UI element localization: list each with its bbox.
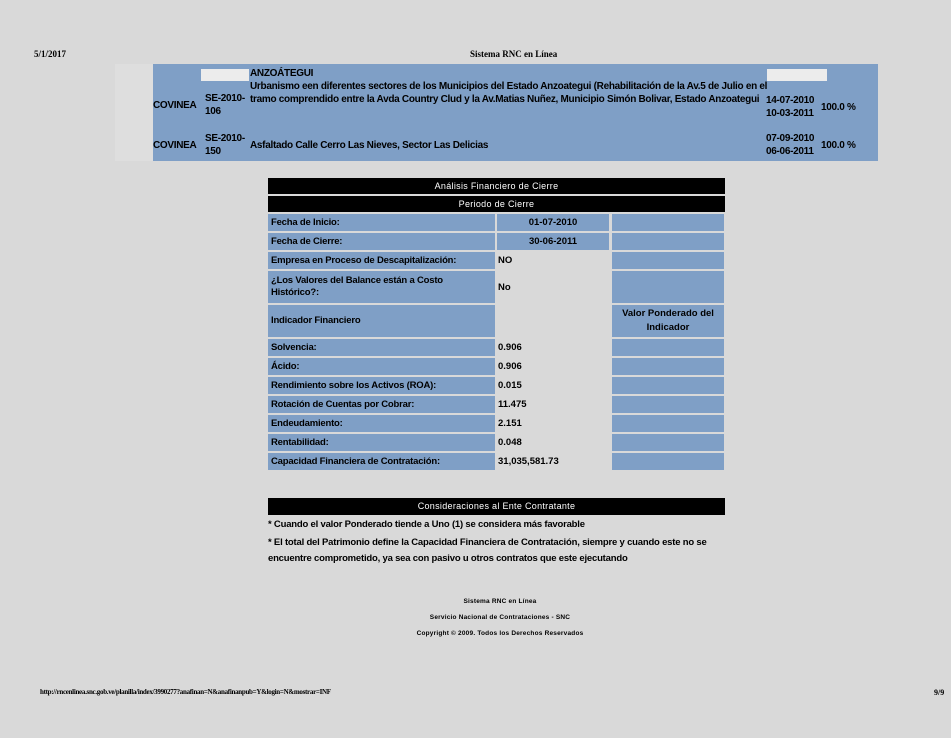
contract-description: Asfaltado Calle Cerro Las Nieves, Sector Las Delicias: [250, 140, 489, 151]
indicator-value: 0.906: [498, 361, 522, 372]
consideration-note: * El total del Patrimonio define la Capacidad Financiera de Contratación, siempre y cuando este no se encuentre comprometido, ya sea con pasivo u otros contratos que este ejecutando: [268, 537, 707, 564]
contract-percent: 100.0 %: [821, 102, 856, 113]
contracts-table: [115, 64, 878, 161]
ponderado-cell: [612, 271, 724, 303]
footer-service-name: Servicio Nacional de Contrataciones - SNC: [429, 614, 571, 621]
fecha-cierre-value: 30-06-2011: [497, 233, 609, 250]
contract-code: SE-2010-150: [205, 133, 245, 157]
ponderado-cell: [612, 358, 724, 375]
consideration-note: * Cuando el valor Ponderado tiende a Uno (1) se considera más favorable: [268, 519, 585, 530]
fecha-inicio-value: 01-07-2010: [497, 214, 609, 231]
contract-description: Urbanismo een diferentes sectores de los Municipios del Estado Anzoategui (Rehabilitación de la Av.5 de Julio en el tramo comprendido entre la Avda Country Clud y la Av.Matias Nuñez, Municipio Simón Bolivar, Estado Anzoategui: [250, 81, 768, 105]
indicator-row: [268, 339, 725, 356]
ponderado-cell: [612, 396, 724, 413]
ponderado-cell: [612, 415, 724, 432]
print-url: http://rncenlinea.snc.gob.ve/planilla/index/3990277?anafinan=N&anafinanpub=Y&login=N&mostrar=INF: [40, 688, 331, 696]
costo-historico-value: No: [498, 281, 511, 293]
costo-historico-label: ¿Los Valores del Balance están a Costo Histórico?:: [268, 271, 495, 303]
indicator-row: [268, 434, 725, 451]
indicator-label: Rendimiento sobre los Activos (ROA):: [268, 377, 495, 394]
ponderado-cell: [612, 453, 724, 470]
page-footer: [268, 594, 732, 642]
contract-ente: COVINEA: [153, 100, 197, 111]
costo-historico-row: [268, 271, 725, 303]
considerations-section: [268, 498, 725, 567]
period-title: Periodo de Cierre: [268, 196, 725, 212]
indicator-row: [268, 453, 725, 470]
considerations-title: Consideraciones al Ente Contratante: [268, 498, 725, 515]
indicator-value: 2.151: [498, 418, 522, 429]
indicator-row: [268, 377, 725, 394]
table-row: [153, 132, 878, 160]
indicator-value: 11.475: [498, 399, 527, 410]
financial-title: Análisis Financiero de Cierre: [268, 178, 725, 194]
indicator-value: 0.015: [498, 380, 522, 391]
contract-dates: 14-07-2010 10-03-2011: [766, 95, 815, 119]
financial-analysis-table: [268, 178, 725, 472]
print-title: Sistema RNC en Línea: [470, 49, 558, 59]
indicador-header: Indicador Financiero: [268, 305, 495, 337]
indicator-label: Rotación de Cuentas por Cobrar:: [268, 396, 495, 413]
ponderado-cell: [612, 252, 724, 269]
state-label: ANZOÁTEGUI: [250, 68, 314, 79]
indicator-label: Capacidad Financiera de Contratación:: [268, 453, 495, 470]
print-date: 5/1/2017: [34, 49, 67, 59]
ponderado-header: Valor Ponderado del Indicador: [612, 305, 724, 337]
contract-percent: 100.0 %: [821, 140, 856, 151]
indicator-label: Endeudamiento:: [268, 415, 495, 432]
contracts-ghost-column: [115, 64, 154, 161]
fecha-inicio-row: [268, 214, 725, 231]
indicator-row: [268, 358, 725, 375]
print-page-number: 9/9: [934, 688, 945, 697]
footer-copyright: Copyright © 2009. Todos los Derechos Reservados: [416, 630, 584, 637]
fecha-cierre-label: Fecha de Cierre:: [268, 233, 495, 250]
indicator-value: 0.048: [498, 437, 522, 448]
ponderado-cell: [612, 377, 724, 394]
indicator-label: Ácido:: [268, 358, 495, 375]
descapitalizacion-label: Empresa en Proceso de Descapitalización:: [268, 252, 495, 269]
ponderado-cell: [612, 434, 724, 451]
indicator-row: [268, 415, 725, 432]
indicator-label: Rentabilidad:: [268, 434, 495, 451]
indicator-row: [268, 396, 725, 413]
fecha-cierre-row: [268, 233, 725, 250]
ponderado-cell: [612, 214, 724, 231]
ponderado-cell: [612, 233, 724, 250]
indicator-header-row: [268, 305, 725, 337]
indicator-value: 31,035,581.73: [498, 456, 559, 467]
table-row: [153, 80, 878, 132]
contract-dates: 07-09-2010 06-06-2011: [766, 133, 815, 157]
fecha-inicio-label: Fecha de Inicio:: [268, 214, 495, 231]
ponderado-cell: [612, 339, 724, 356]
contract-code: SE-2010-106: [205, 93, 245, 117]
indicator-label: Solvencia:: [268, 339, 495, 356]
descapitalizacion-value: NO: [498, 255, 513, 266]
contract-ente: COVINEA: [153, 140, 197, 151]
empty-cell: [497, 305, 609, 337]
descapitalizacion-row: [268, 252, 725, 269]
footer-system-name: Sistema RNC en Línea: [463, 598, 537, 605]
indicator-value: 0.906: [498, 342, 522, 353]
